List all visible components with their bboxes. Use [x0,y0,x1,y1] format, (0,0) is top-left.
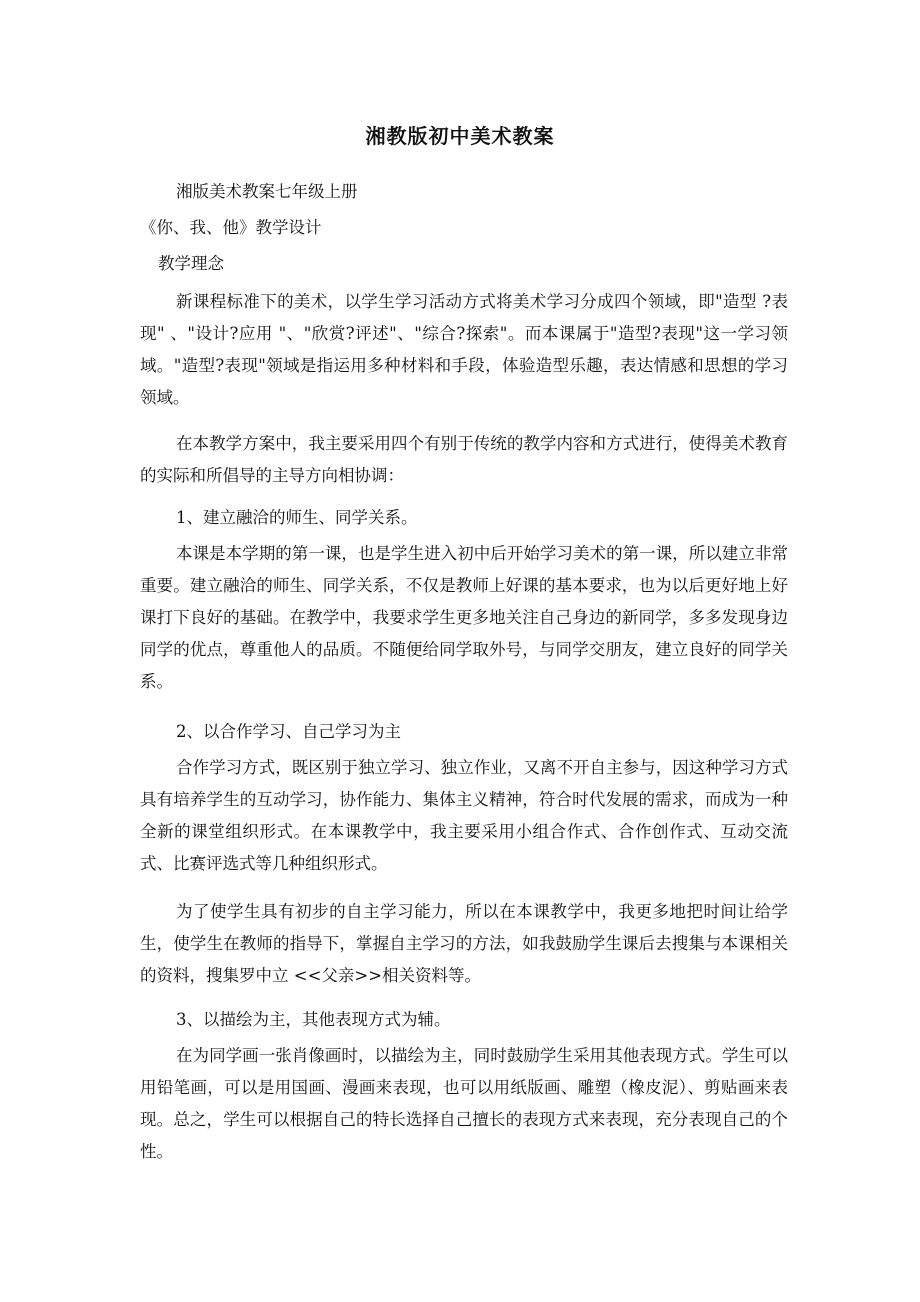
subtitle: 湘版美术教案七年级上册 [176,182,358,201]
paragraph-9: 在为同学画一张肖像画时，以描绘为主，同时鼓励学生采用其他表现方式。学生可以用铅笔画，可以是用国画、漫画来表现，也可以用纸版画、雕塑（橡皮泥）、剪贴画来表现。总之，学生可以根据自己的特长选择自己擅长的表现方式来表现，充分表现自己的个性。 [140,1046,788,1161]
paragraph-6: 合作学习方式，既区别于独立学习、独立作业，又离不开自主参与，因这种学习方式具有培养学生的互动学习，协作能力、集体主义精神，符合时代发展的需求，而成为一种全新的课堂组织形式。在本课教学中，我主要采用小组合作式、合作创作式、互动交流式、比赛评选式等几种组织形式。 [140,758,788,873]
design-title: 《你、我、他》教学设计 [140,218,322,237]
paragraph-2: 在本教学方案中，我主要采用四个有别于传统的教学内容和方式进行，使得美术教育的实际和所倡导的主导方向相协调： [140,434,788,485]
paragraph-7: 为了使学生具有初步的自主学习能力，所以在本课教学中，我更多地把时间让给学生，使学生在教师的指导下，掌握自主学习的方法，如我鼓励学生课后去搜集与本课相关的资料，搜集罗中立 <<父亲>>相关资料等。 [140,902,788,985]
paragraph-5: 2、以合作学习、自己学习为主 [176,722,401,741]
paragraph-3: 1、建立融洽的师生、同学关系。 [176,508,418,527]
section-heading: 教学理念 [158,254,224,273]
paragraph-4: 本课是本学期的第一课，也是学生进入初中后开始学习美术的第一课，所以建立非常重要。建立融洽的师生、同学关系，不仅是教师上好课的基本要求，也为以后更好地上好课打下良好的基础。在教学中，我要求学生更多地关注自己身边的新同学，多多发现身边同学的优点，尊重他人的品质。不随便给同学取外号，与同学交朋友，建立良好的同学关系。 [140,544,788,691]
document-title: 湘教版初中美术教案 [365,124,555,148]
paragraph-8: 3、以描绘为主，其他表现方式为辅。 [176,1010,451,1029]
paragraph-1: 新课程标准下的美术，以学生学习活动方式将美术学习分成四个领域，即"造型 ?表现" 、"设计?应用 "、"欣赏?评述"、"综合?探索"。而本课属于"造型?表现"这一学习领域。"造型?表现"领域是指运用多种材料和手段，体验造型乐趣，表达情感和思想的学习领域。 [140,292,788,407]
